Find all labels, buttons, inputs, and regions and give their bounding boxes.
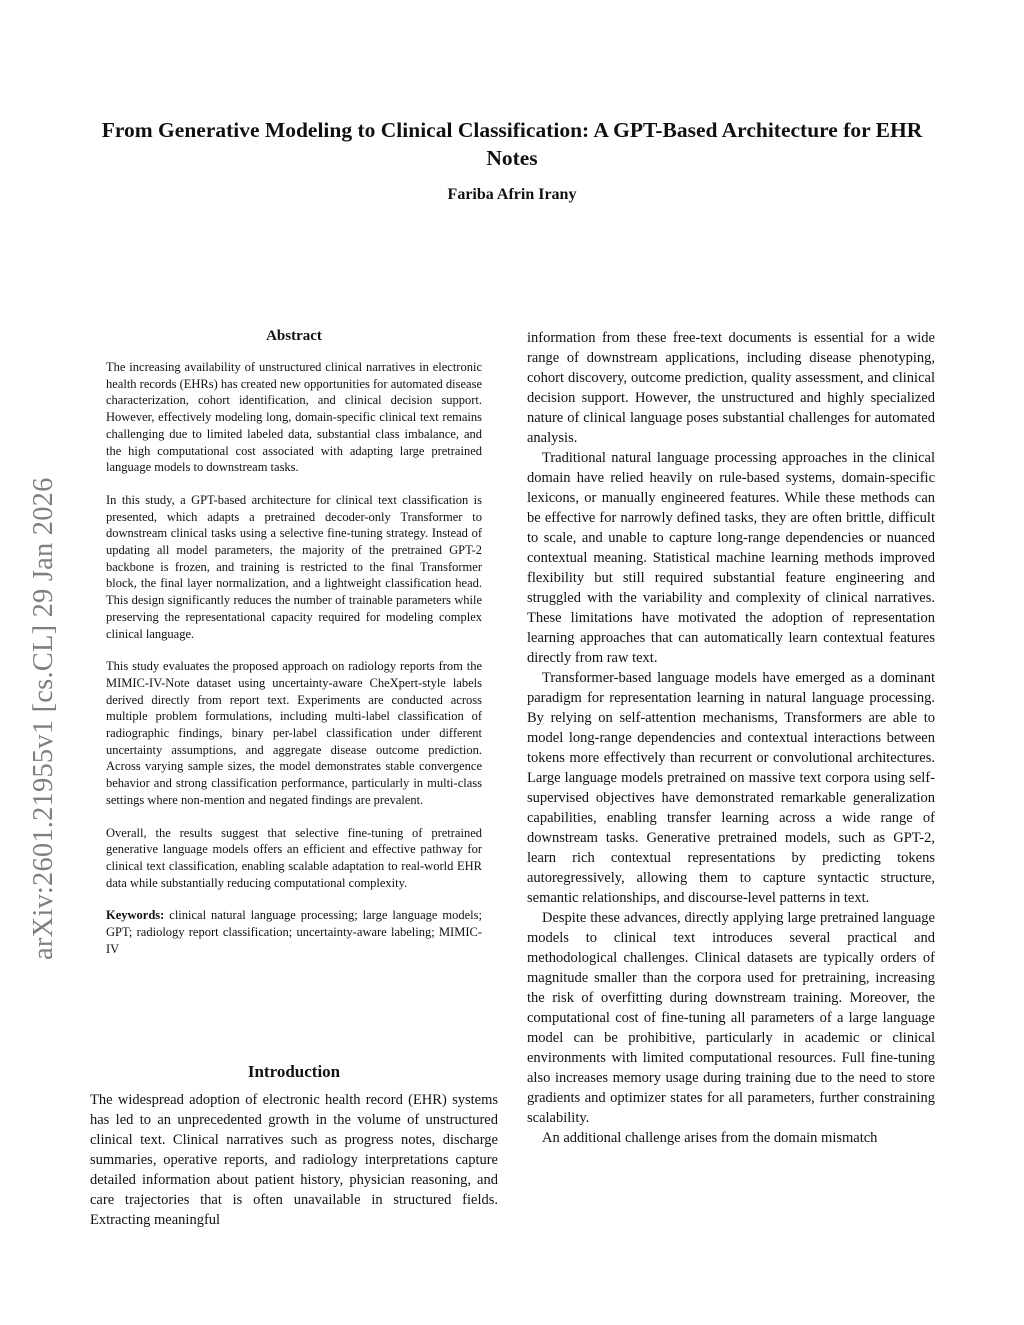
- abstract-paragraph: Overall, the results suggest that selective fine-tuning of pretrained generative language models offers an efficient and effective pathway for clinical text classification, enabling scalable adaptation to real-world EHR data while substantially reducing computational complexity.: [106, 825, 482, 890]
- abstract-paragraph: The increasing availability of unstructured clinical narratives in electronic health records (EHRs) has created new opportunities for automated disease characterization, cohort identification, and clinical decision support. However, effectively modeling long, domain-specific clinical text remains challenging due to limited labeled data, substantial class imbalance, and the high computational cost associated with adapting large pretrained language models to downstream tasks.: [106, 360, 482, 475]
- keywords: [106, 907, 482, 957]
- abstract-section: [106, 328, 482, 974]
- right-column: [527, 328, 935, 1148]
- body-paragraph: Traditional natural language processing approaches in the clinical domain have relied heavily on rule-based systems, domain-specific lexicons, or manually engineered features. While these methods can be effective for narrowly defined tasks, they are often brittle, difficult to scale, and unable to capture long-range dependencies or nuanced contextual meaning. Statistical machine learning methods improved flexibility but still required substantial feature engineering and struggled with the variability and complexity of clinical narratives. These limitations have motivated the adoption of representation learning approaches that can automatically learn contextual features directly from raw text.: [527, 450, 935, 666]
- abstract-heading: Abstract: [266, 328, 322, 344]
- arxiv-identifier: arXiv:2601.21955v1 [cs.CL] 29 Jan 2026: [28, 477, 59, 960]
- author-name: Fariba Afrin Irany: [447, 186, 577, 203]
- abstract-paragraph: This study evaluates the proposed approach on radiology reports from the MIMIC-IV-Note dataset using uncertainty-aware CheXpert-style labels derived directly from report text. Experiments are conducted across multiple problem formulations, including multi-label classification of radiographic findings, binary per-label classification under different uncertainty assumptions, and aggregate disease outcome prediction. Across varying sample sizes, the model demonstrates stable convergence behavior and strong classification performance, particularly in multi-class settings where non-mention and negated findings are prevalent.: [106, 659, 482, 807]
- introduction-section: [90, 1062, 498, 1230]
- introduction-heading: Introduction: [247, 1062, 341, 1081]
- abstract-paragraph: In this study, a GPT-based architecture for clinical text classification is presented, which adapts a pretrained decoder-only Transformer to downstream clinical tasks using a selective fine-tuning strategy. Instead of updating all model parameters, the majority of the pretrained GPT-2 backbone is frozen, and training is restricted to the final Transformer block, the final layer normalization, and a lightweight classification head. This design significantly reduces the number of trainable parameters while preserving the representational capacity required for modeling complex clinical language.: [106, 492, 482, 641]
- body-paragraph: information from these free-text documents is essential for a wide range of downstream applications, including disease phenotyping, cohort discovery, outcome prediction, quality assessment, and clinical decision support. However, the unstructured and highly specialized nature of clinical language poses substantial challenges for automated analysis.: [527, 330, 935, 446]
- body-paragraph: Despite these advances, directly applying large pretrained language models to clinical text introduces several practical and methodological challenges. Clinical datasets are typically orders of magnitude smaller than the corpora used for pretraining, increasing the risk of overfitting during downstream training. Moreover, the computational cost of fine-tuning all parameters of a large language model can be prohibitive, particularly in academic or clinical environments with limited computational resources. Full fine-tuning also increases memory usage during training due to the need to store gradients and optimizer states for all parameters, further constraining scalability.: [527, 910, 935, 1126]
- body-paragraph: Transformer-based language models have emerged as a dominant paradigm for representation learning in natural language processing. By relying on self-attention mechanisms, Transformers are able to model long-range dependencies and contextual interactions between tokens more effectively than recurrent or convolutional architectures. Large language models pretrained on massive text corpora using self-supervised objectives have demonstrated remarkable generalization capabilities, enabling transfer learning across a wide range of downstream tasks. Generative pretrained models, such as GPT-2, learn rich contextual representations by predicting tokens autoregressively, allowing them to capture syntactic structure, semantic relationships, and discourse-level patterns in text.: [527, 670, 935, 906]
- paper-title: From Generative Modeling to Clinical Classification: A GPT-Based Architecture for EHR Notes: [101, 118, 923, 170]
- body-paragraph: An additional challenge arises from the domain mismatch: [542, 1130, 878, 1146]
- body-paragraph: The widespread adoption of electronic health record (EHR) systems has led to an unprecedented growth in the volume of unstructured clinical text. Clinical narratives such as progress notes, discharge summaries, operative reports, and radiology interpretations capture detailed information about patient history, physician reasoning, and care trajectories that is often unavailable in structured fields. Extracting meaningful: [90, 1092, 498, 1228]
- keywords-text: clinical natural language processing; large language models; GPT; radiology report classification; uncertainty-aware labeling; MIMIC-IV: [106, 908, 482, 956]
- keywords-label: Keywords:: [106, 908, 165, 923]
